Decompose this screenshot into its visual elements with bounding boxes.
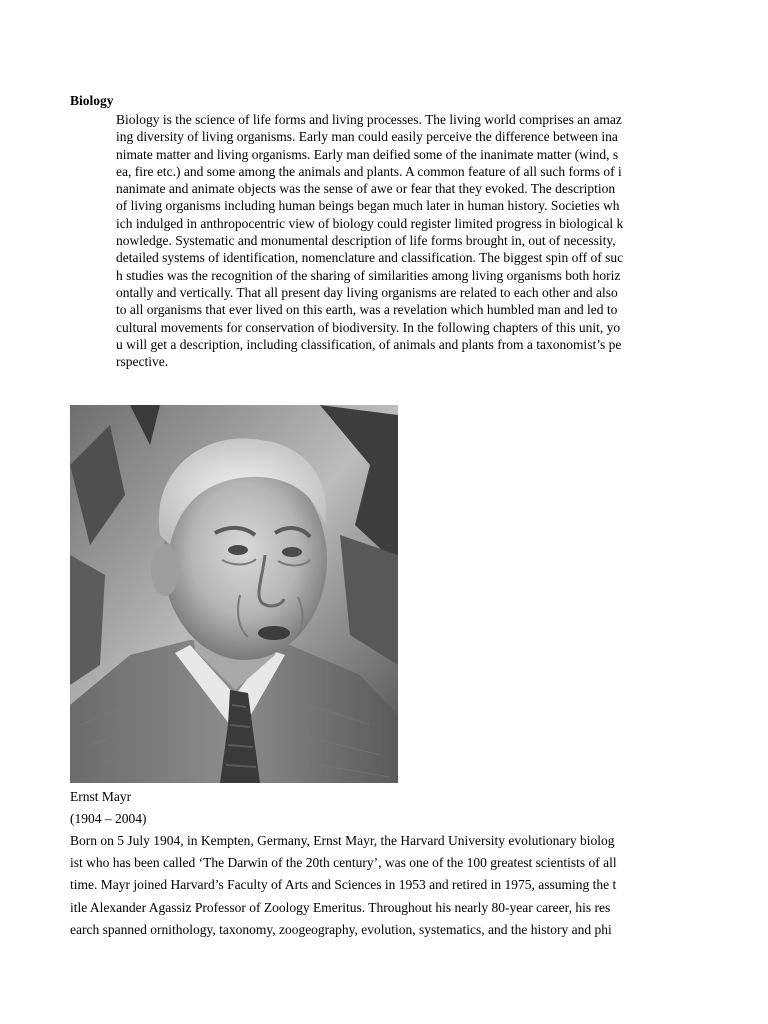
intro-line: ontally and vertically. That all present day living organisms are related to each other and also	[116, 284, 618, 300]
biography-paragraph	[70, 830, 710, 941]
bio-line: ist who has been called ‘The Darwin of the 20th century’, was one of the 100 greatest scientists of all	[70, 855, 617, 871]
intro-line: u will get a description, including classification, of animals and plants from a taxonomist’s pe	[116, 336, 622, 352]
caption-years: (1904 – 2004)	[70, 811, 147, 826]
bio-line: earch spanned ornithology, taxonomy, zoogeography, evolution, systematics, and the history and phi	[70, 921, 612, 937]
intro-paragraph	[116, 111, 716, 370]
intro-line: of living organisms including human beings began much later in human history. Societies wh	[116, 198, 620, 214]
intro-line: rspective.	[116, 354, 169, 370]
portrait-photo	[70, 405, 398, 783]
bio-line: itle Alexander Agassiz Professor of Zoology Emeritus. Throughout his nearly 80-year career, his res	[70, 899, 611, 915]
intro-line: nimate matter and living organisms. Early man deified some of the inanimate matter (wind, s	[116, 146, 619, 162]
bio-line: Born on 5 July 1904, in Kempten, Germany, Ernst Mayr, the Harvard University evolutionary biolog	[70, 833, 615, 848]
intro-line: h studies was the recognition of the sharing of similarities among living organisms both horiz	[116, 267, 621, 283]
intro-line: nanimate and animate objects was the sense of awe or fear that they evoked. The description	[116, 181, 616, 197]
caption-name: Ernst Mayr	[70, 789, 132, 804]
intro-line: detailed systems of identification, nomenclature and classification. The biggest spin off of suc	[116, 250, 624, 266]
intro-line: to all organisms that ever lived on this earth, was a revelation which humbled man and led to	[116, 302, 618, 318]
intro-line: nowledge. Systematic and monumental description of life forms brought in, out of necessity,	[116, 233, 616, 249]
section-heading: Biology	[70, 93, 114, 108]
intro-line: ich indulged in anthropocentric view of biology could register limited progress in biological k	[116, 215, 624, 231]
intro-line: ing diversity of living organisms. Early man could easily perceive the difference between ina	[116, 129, 618, 145]
photo-caption	[70, 786, 147, 830]
intro-line: Biology is the science of life forms and living processes. The living world comprises an amaz	[116, 112, 622, 127]
bio-line: time. Mayr joined Harvard’s Faculty of Arts and Sciences in 1953 and retired in 1975, assuming the t	[70, 877, 617, 893]
intro-line: cultural movements for conservation of biodiversity. In the following chapters of this unit, yo	[116, 319, 621, 335]
intro-line: ea, fire etc.) and some among the animals and plants. A common feature of all such forms of i	[116, 163, 622, 179]
